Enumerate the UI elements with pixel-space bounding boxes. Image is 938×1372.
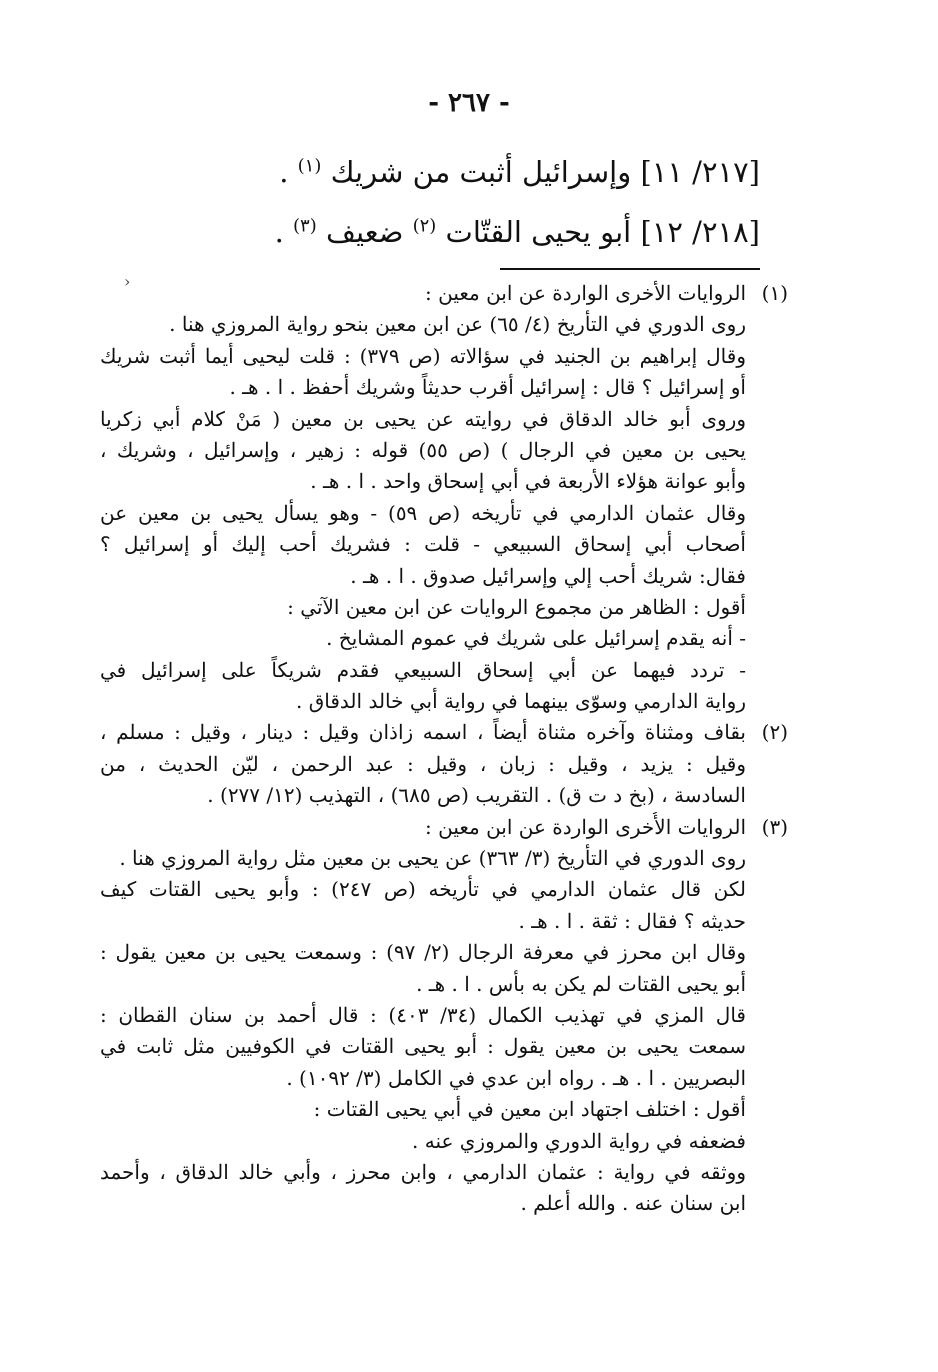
footnote-ref[interactable]: (٣) bbox=[293, 215, 317, 237]
footnote-line bbox=[100, 686, 788, 717]
footnote-text: أقول : الظاهر من مجموع الروايات عن ابن معين الآتي : bbox=[287, 594, 746, 619]
footnote-line bbox=[100, 278, 788, 309]
footnote-label: (٣) bbox=[761, 814, 788, 839]
page-number: - ٢٦٧ - bbox=[428, 88, 510, 118]
footnote-text: وقيل : يزيد ، وقيل : زبان ، وقيل : عبد الرحمن ، ليّن الحديث ، من bbox=[100, 751, 746, 776]
footnote-ref[interactable]: (١) bbox=[297, 155, 322, 177]
main-entry-2 bbox=[110, 212, 760, 252]
footnote-line bbox=[100, 309, 788, 340]
entry-text-2: ضعيف bbox=[325, 215, 404, 249]
footnote-line bbox=[100, 435, 788, 466]
footnote-line bbox=[100, 937, 788, 968]
footnote-line bbox=[100, 780, 788, 811]
footnote-text: يحيى بن معين في الرجال ) (ص ٥٥) قوله : زهير ، وإسرائيل ، وشريك ، bbox=[100, 437, 746, 462]
entry-ref: [٢١٧/ ١١] bbox=[640, 155, 760, 189]
entry-end: . bbox=[279, 155, 289, 189]
footnote-line bbox=[100, 655, 788, 686]
footnote-text: الروايات الأخرى الواردة عن ابن معين : bbox=[425, 281, 746, 305]
footnote-line bbox=[100, 812, 788, 843]
margin-mark: ‹ bbox=[124, 272, 131, 291]
footnote-label: (١) bbox=[761, 281, 788, 305]
footnote-text: وأبو عوانة هؤلاء الأربعة في أبي إسحاق واحد . ا . هـ . bbox=[310, 469, 746, 494]
footnote-text: ابن سنان عنه . والله أعلم . bbox=[520, 1191, 746, 1216]
footnote-text: سمعت يحيى بن معين يقول : أبو يحيى القتات في الكوفيين مثل ثابت في bbox=[100, 1034, 746, 1059]
entry-end: . bbox=[274, 215, 284, 249]
footnote-text: أبو يحيى القتات لم يكن به بأس . ا . هـ . bbox=[416, 971, 746, 996]
main-entry-1 bbox=[110, 152, 760, 192]
footnote-line bbox=[100, 341, 788, 372]
footnote-text: فقال: شريك أحب إلي وإسرائيل صدوق . ا . هـ . bbox=[350, 563, 746, 588]
footnote-line bbox=[100, 466, 788, 497]
footnote-text: ووثقه في رواية : عثمان الدارمي ، وابن محرز ، وأبي خالد الدقاق ، وأحمد bbox=[100, 1159, 746, 1184]
footnote-separator bbox=[500, 268, 760, 270]
footnote-line bbox=[100, 1031, 788, 1062]
footnote-text: وقال إبراهيم بن الجنيد في سؤالاته (ص ٣٧٩) : قلت ليحيى أيما أثبت شريك bbox=[100, 343, 746, 368]
footnote-text: السادسة ، (بخ د ت ق) . التقريب (ص ٦٨٥) ، التهذيب (١٢/ ٢٧٧) . bbox=[207, 783, 746, 808]
footnotes-block bbox=[100, 278, 788, 1220]
footnote-text: البصريين . ا . هـ . رواه ابن عدي في الكامل (٣/ ١٠٩٢) . bbox=[286, 1065, 746, 1090]
entry-text: أبو يحيى القتّات bbox=[445, 215, 632, 249]
footnote-line bbox=[100, 1126, 788, 1157]
footnote-text: روى الدوري في التأريخ (٣/ ٣٦٣) عن يحيى بن معين مثل رواية المروزي هنا . bbox=[119, 846, 746, 871]
footnote-line bbox=[100, 1188, 788, 1219]
entry-ref: [٢١٨/ ١٢] bbox=[640, 215, 760, 249]
footnote-text: وروى أبو خالد الدقاق في روايته عن يحيى بن معين ( مَنْ كلام أبي زكريا bbox=[100, 406, 746, 431]
footnote-text: حديثه ؟ فقال : ثقة . ا . هـ . bbox=[518, 908, 746, 933]
footnote-text: - تردد فيهما عن أبي إسحاق السبيعي فقدم شريكاً على إسرائيل في bbox=[100, 657, 746, 682]
footnote-line bbox=[100, 1063, 788, 1094]
footnote-line bbox=[100, 717, 788, 748]
footnote-line bbox=[100, 529, 788, 560]
footnote-text: بقاف ومثناة وآخره مثناة أيضاً ، اسمه زاذان وقيل : دينار ، وقيل : مسلم ، bbox=[100, 720, 746, 745]
footnote-label: (٢) bbox=[761, 720, 788, 745]
footnote-line bbox=[100, 592, 788, 623]
entry-text: وإسرائيل أثبت من شريك bbox=[330, 155, 632, 189]
footnote-ref[interactable]: (٢) bbox=[412, 215, 437, 237]
footnote-text: قال المزي في تهذيب الكمال (٣٤/ ٤٠٣) : قال أحمد بن سنان القطان : bbox=[100, 1002, 746, 1027]
footnote-line bbox=[100, 874, 788, 905]
footnote-text: - أنه يقدم إسرائيل على شريك في عموم المشايخ . bbox=[326, 626, 746, 651]
footnote-line bbox=[100, 1094, 788, 1125]
footnote-line bbox=[100, 749, 788, 780]
footnote-line bbox=[100, 372, 788, 403]
footnote-line bbox=[100, 969, 788, 1000]
footnote-line bbox=[100, 498, 788, 529]
footnote-line bbox=[100, 404, 788, 435]
footnote-text: روى الدوري في التأريخ (٤/ ٦٥) عن ابن معين بنحو رواية المروزي هنا . bbox=[169, 312, 746, 337]
footnote-text: الروايات الأُخرى الواردة عن ابن معين : bbox=[425, 814, 746, 839]
footnote-text: أقول : اختلف اجتهاد ابن معين في أبي يحيى القتات : bbox=[313, 1097, 746, 1122]
footnote-line bbox=[100, 561, 788, 592]
footnote-line bbox=[100, 906, 788, 937]
footnote-text: أصحاب أبي إسحاق السبيعي - قلت : فشريك أحب إليك أو إسرائيل ؟ bbox=[100, 532, 746, 557]
footnote-text: وقال ابن محرز في معرفة الرجال (٢/ ٩٧) : وسمعت يحيى بن معين يقول : bbox=[100, 940, 746, 965]
footnote-text: لكن قال عثمان الدارمي في تأريخه (ص ٢٤٧) : وأبو يحيى القتات كيف bbox=[100, 877, 747, 902]
footnote-text: فضعفه في رواية الدوري والمروزي عنه . bbox=[412, 1128, 746, 1153]
footnote-line bbox=[100, 1157, 788, 1188]
footnote-text: أو إسرائيل ؟ قال : إسرائيل أقرب حديثاً وشريك أحفظ . ا . هـ . bbox=[229, 375, 746, 400]
footnote-line bbox=[100, 623, 788, 654]
footnote-text: رواية الدارمي وسوّى بينهما في رواية أبي خالد الدقاق . bbox=[296, 689, 746, 714]
footnote-line bbox=[100, 843, 788, 874]
footnote-text: وقال عثمان الدارمي في تأريخه (ص ٥٩) - وهو يسأل يحيى بن معين عن bbox=[100, 500, 747, 525]
footnote-line bbox=[100, 1000, 788, 1031]
